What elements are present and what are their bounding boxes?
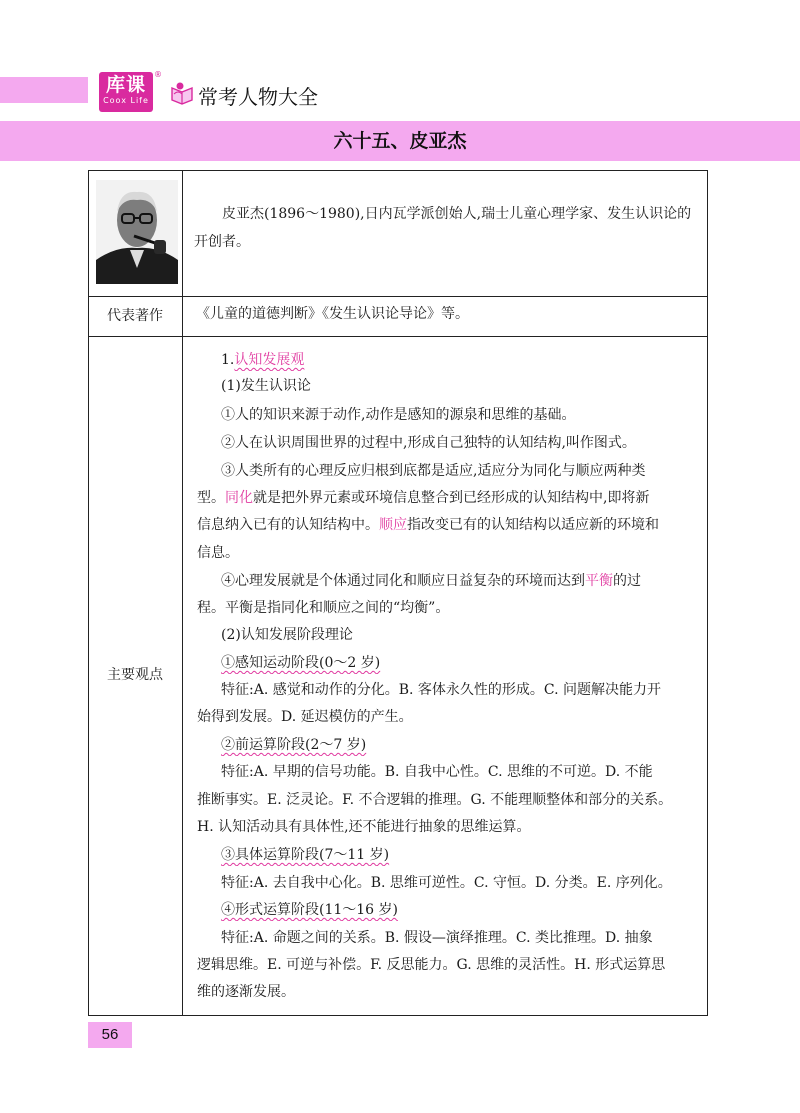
heading-title: 认知发展观	[234, 352, 305, 368]
text-span: 信息纳入已有的认知结构中。	[197, 517, 379, 533]
page-number: 56	[88, 1022, 132, 1048]
term-equilibrium: 平衡	[585, 573, 613, 589]
text-line: ③人类所有的心理反应归根到底都是适应,适应分为同化与顺应两种类	[221, 463, 646, 479]
series-title: 常考人物大全	[198, 85, 318, 109]
stage-title: ④形式运算阶段(11～16 岁)	[221, 902, 399, 918]
text-span: 指改变已有的认知结构以适应新的环境和	[407, 517, 659, 533]
registered-mark: ®	[154, 70, 162, 79]
brand-logo	[99, 72, 153, 112]
term-assimilation: 同化	[225, 490, 253, 506]
portrait-photo	[96, 180, 178, 284]
heading-number: 1.	[221, 352, 235, 368]
subsection-heading: (1)发生认识论	[221, 378, 311, 394]
header-band	[0, 77, 88, 103]
text-line: 特征:A. 去自我中心化。B. 思维可逆性。C. 守恒。D. 分类。E. 序列化。	[221, 875, 672, 891]
stage-heading	[197, 899, 702, 921]
text-line: 信息。	[197, 545, 239, 561]
text-line	[197, 514, 702, 536]
works-text: 《儿童的道德判断》《发生认识论导论》等。	[196, 306, 469, 322]
text-line: 推断事实。E. 泛灵论。F. 不合逻辑的推理。G. 不能理顺整体和部分的关系。	[197, 792, 673, 808]
text-span: 的过	[613, 573, 641, 589]
text-line: 维的逐渐发展。	[197, 984, 295, 1000]
scholar-icon	[168, 80, 196, 108]
views-label: 主要观点	[107, 667, 163, 683]
text-span: 型。	[197, 490, 225, 506]
term-accommodation: 顺应	[379, 517, 407, 533]
text-line: 特征:A. 命题之间的关系。B. 假设—演绎推理。C. 类比推理。D. 抽象	[221, 930, 653, 946]
text-line: 特征:A. 感觉和动作的分化。B. 客体永久性的形成。C. 问题解决能力开	[221, 682, 662, 698]
text-line: ②人在认识周围世界的过程中,形成自己独特的认知结构,叫作图式。	[221, 435, 636, 451]
text-span: ④心理发展就是个体通过同化和顺应日益复杂的环境而达到	[221, 573, 585, 589]
stage-heading	[197, 844, 702, 866]
text-line: 逻辑思维。E. 可逆与补偿。F. 反思能力。G. 思维的灵活性。H. 形式运算思	[197, 957, 666, 973]
text-line: 始得到发展。D. 延迟模仿的产生。	[197, 709, 413, 725]
text-line: 特征:A. 早期的信号功能。B. 自我中心性。C. 思维的不可逆。D. 不能	[221, 764, 653, 780]
text-line	[197, 570, 702, 592]
logo-main-text: 库课	[105, 74, 146, 96]
text-line	[197, 487, 702, 509]
text-line: H. 认知活动具有具体性,还不能进行抽象的思维运算。	[197, 819, 531, 835]
table-row-divider	[88, 296, 708, 297]
logo-sub-text: Coox Life	[103, 96, 149, 105]
stage-title: ③具体运算阶段(7～11 岁)	[221, 847, 390, 863]
text-line: ①人的知识来源于动作,动作是感知的源泉和思维的基础。	[221, 407, 576, 423]
section-heading	[197, 349, 702, 371]
stage-heading	[197, 734, 702, 756]
works-label: 代表著作	[107, 308, 163, 324]
intro-paragraph: 皮亚杰(1896～1980),日内瓦学派创始人,瑞士儿童心理学家、发生认识论的开创者。	[194, 206, 692, 250]
text-line: 程。平衡是指同化和顺应之间的“均衡”。	[197, 600, 450, 616]
stage-heading	[197, 652, 702, 674]
text-span: 就是把外界元素或环境信息整合到已经形成的认知结构中,即将新	[253, 490, 650, 506]
stage-title: ②前运算阶段(2～7 岁)	[221, 737, 367, 753]
subsection-heading: (2)认知发展阶段理论	[221, 627, 353, 643]
table-row-divider	[88, 336, 708, 337]
stage-title: ①感知运动阶段(0～2 岁)	[221, 655, 381, 671]
chapter-title: 六十五、皮亚杰	[333, 130, 467, 152]
